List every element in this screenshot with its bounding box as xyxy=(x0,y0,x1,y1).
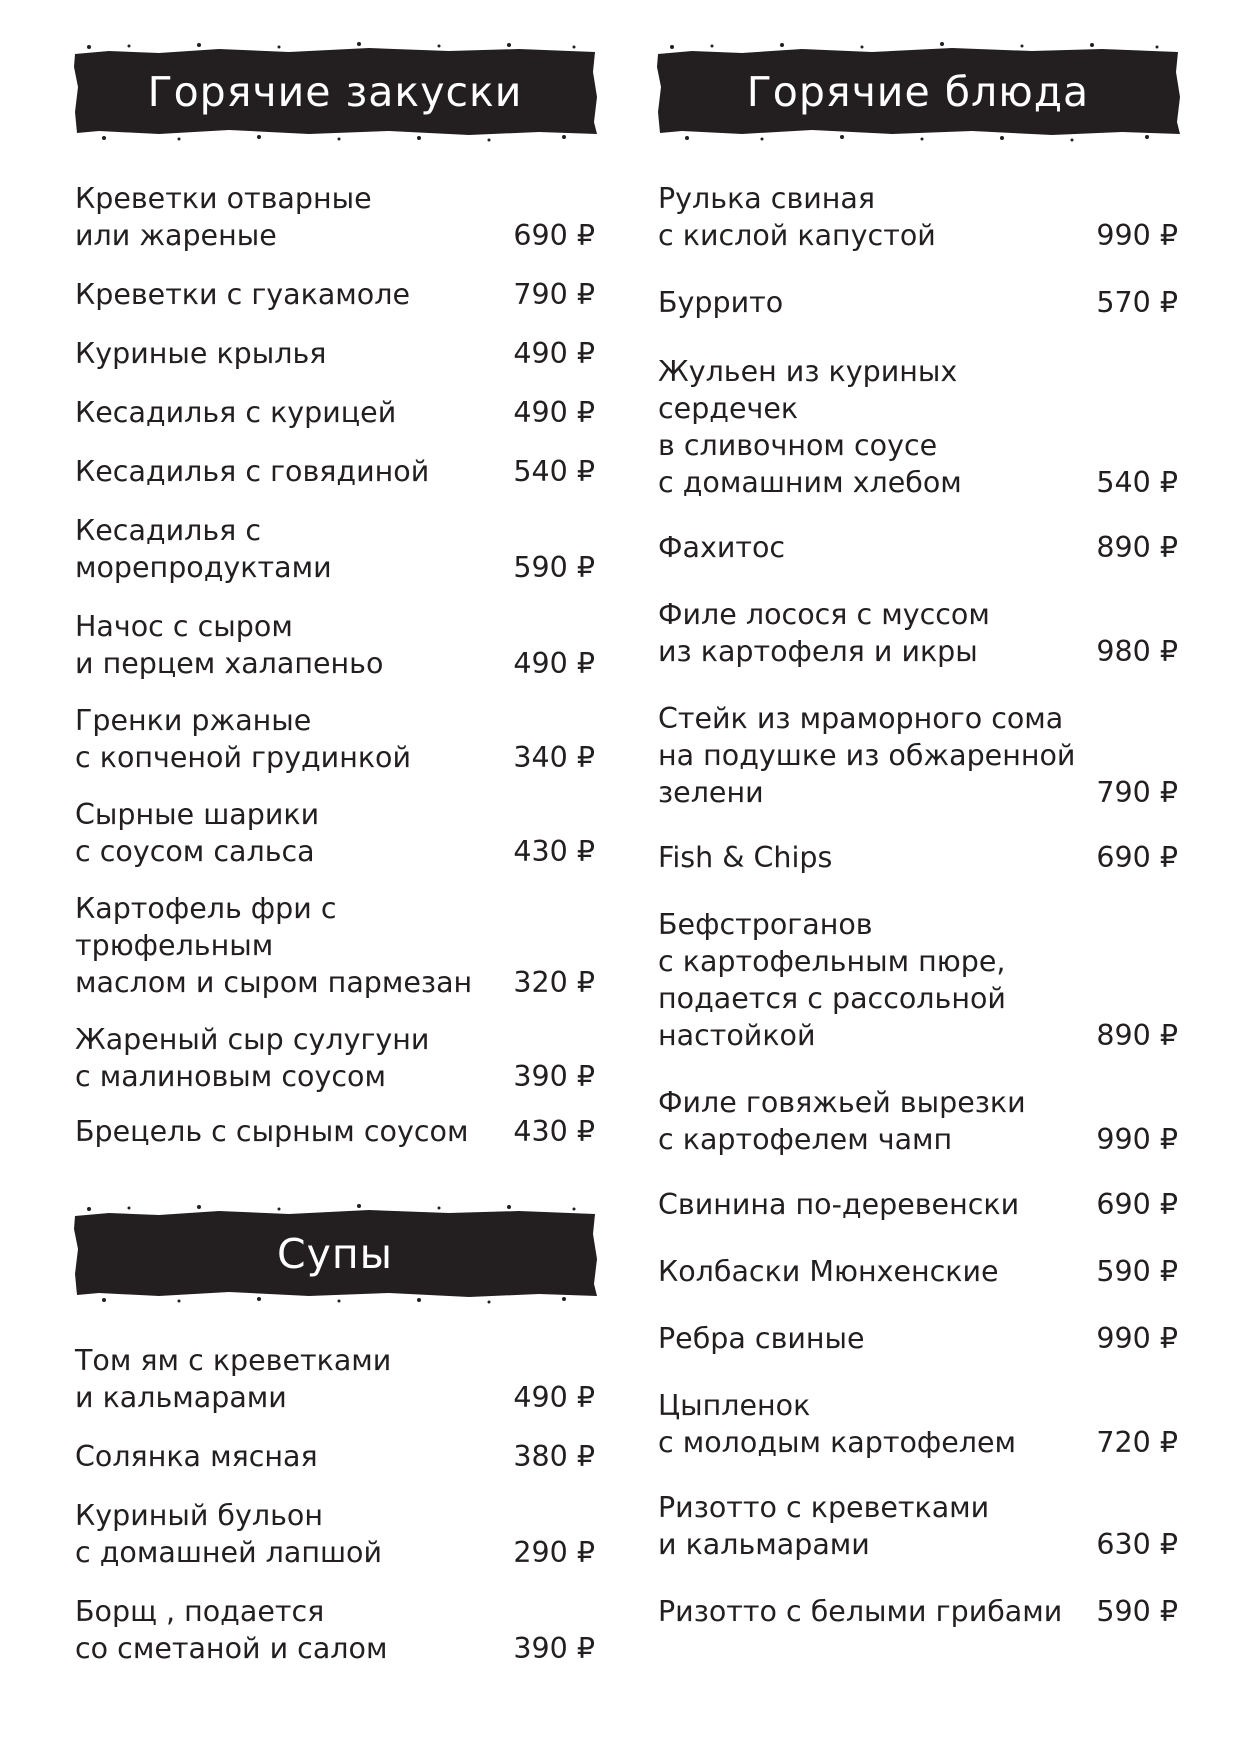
menu-item xyxy=(75,453,595,490)
left-column xyxy=(75,50,595,1667)
menu-item-name: Солянка мясная xyxy=(75,1440,318,1473)
menu-item-price: 980 ₽ xyxy=(1096,635,1178,668)
section-banner xyxy=(75,1212,595,1296)
menu-item-price: 990 ₽ xyxy=(1096,219,1178,252)
menu-item-price: 490 ₽ xyxy=(513,647,595,680)
menu-item-name: Креветки отварные или жареные xyxy=(75,182,372,252)
menu-item xyxy=(658,1593,1178,1630)
menu-item xyxy=(658,906,1178,1054)
menu-item xyxy=(75,1342,595,1416)
menu-item xyxy=(75,1438,595,1475)
section-title: Горячие закуски xyxy=(147,68,523,116)
menu-item-price: 540 ₽ xyxy=(513,455,595,488)
menu-item xyxy=(658,700,1178,811)
menu-item xyxy=(75,890,595,1001)
menu-item-name: Стейк из мраморного сома на подушке из обжаренной зелени xyxy=(658,702,1076,809)
menu-item-price: 490 ₽ xyxy=(513,396,595,429)
menu-item-price: 590 ₽ xyxy=(1096,1255,1178,1288)
menu-item-price: 590 ₽ xyxy=(513,551,595,584)
menu-item xyxy=(658,839,1178,876)
menu-item-name: Ребра свиные xyxy=(658,1322,865,1355)
menu-item xyxy=(658,1186,1178,1223)
menu-item xyxy=(75,608,595,682)
menu-item xyxy=(75,335,595,372)
menu-section xyxy=(75,50,595,1150)
menu-item xyxy=(75,180,595,254)
menu-item xyxy=(658,529,1178,566)
menu-item-price: 690 ₽ xyxy=(513,219,595,252)
section-title: Горячие блюда xyxy=(746,68,1090,116)
menu-item-name: Жареный сыр сулугуни с малиновым соусом xyxy=(75,1023,430,1093)
menu-item-price: 380 ₽ xyxy=(513,1440,595,1473)
menu-item xyxy=(658,1084,1178,1158)
menu-item-price: 430 ₽ xyxy=(513,1115,595,1148)
menu-item-name: Начос с сыром и перцем халапеньо xyxy=(75,610,384,680)
menu-item-price: 990 ₽ xyxy=(1096,1123,1178,1156)
menu-item xyxy=(75,394,595,431)
menu-item-name: Жульен из куриных сердечек в сливочном соусе с домашним хлебом xyxy=(658,355,962,499)
menu-item xyxy=(75,1497,595,1571)
menu-item-name: Колбаски Мюнхенские xyxy=(658,1255,999,1288)
menu-item-name: Ризотто с белыми грибами xyxy=(658,1595,1063,1628)
menu-item-price: 490 ₽ xyxy=(513,1381,595,1414)
menu-item-name: Fish & Chips xyxy=(658,841,833,874)
menu-item-name: Куриный бульон с домашней лапшой xyxy=(75,1499,383,1569)
menu-item-name: Кесадилья с курицей xyxy=(75,396,397,429)
menu-item-name: Буррито xyxy=(658,286,784,319)
menu-item-name: Филе лосося с муссом из картофеля и икры xyxy=(658,598,990,668)
menu-item xyxy=(658,180,1178,254)
menu-item-price: 320 ₽ xyxy=(513,966,595,999)
menu-item xyxy=(658,1387,1178,1461)
menu-item-price: 390 ₽ xyxy=(513,1060,595,1093)
menu-item-name: Ризотто с креветками и кальмарами xyxy=(658,1491,990,1561)
menu-item xyxy=(658,1489,1178,1563)
menu-item-price: 290 ₽ xyxy=(513,1536,595,1569)
menu-item-name: Борщ , подается со сметаной и салом xyxy=(75,1595,388,1665)
menu-item xyxy=(75,1593,595,1667)
section-banner xyxy=(75,50,595,134)
menu-item-price: 720 ₽ xyxy=(1096,1426,1178,1459)
section-banner xyxy=(658,50,1178,134)
menu-item xyxy=(75,276,595,313)
menu-item xyxy=(658,284,1178,321)
menu-item-price: 690 ₽ xyxy=(1096,841,1178,874)
menu-item-price: 790 ₽ xyxy=(1096,776,1178,809)
menu-item xyxy=(75,1113,595,1150)
menu-item-name: Филе говяжьей вырезки с картофелем чамп xyxy=(658,1086,1026,1156)
menu-item-name: Рулька свиная с кислой капустой xyxy=(658,182,936,252)
menu-item xyxy=(75,702,595,776)
menu-item-price: 690 ₽ xyxy=(1096,1188,1178,1221)
menu-item-name: Фахитос xyxy=(658,531,786,564)
menu-item-price: 890 ₽ xyxy=(1096,1019,1178,1052)
menu-item xyxy=(658,1320,1178,1357)
menu-section xyxy=(75,1212,595,1667)
menu-item-name: Кесадилья с говядиной xyxy=(75,455,430,488)
right-column xyxy=(658,50,1178,1630)
menu-item xyxy=(658,596,1178,670)
menu-item xyxy=(658,1253,1178,1290)
menu-item-name: Гренки ржаные с копченой грудинкой xyxy=(75,704,412,774)
menu-item-name: Цыпленок с молодым картофелем xyxy=(658,1389,1017,1459)
menu-section xyxy=(658,50,1178,1630)
menu-item-price: 990 ₽ xyxy=(1096,1322,1178,1355)
menu-item-price: 570 ₽ xyxy=(1096,286,1178,319)
menu-item-price: 790 ₽ xyxy=(513,278,595,311)
section-title: Супы xyxy=(276,1230,394,1278)
menu-item-price: 890 ₽ xyxy=(1096,531,1178,564)
menu-item xyxy=(658,353,1178,501)
menu-item-name: Бефстроганов с картофельным пюре, подается с рассольной настойкой xyxy=(658,908,1006,1052)
menu-item-name: Креветки с гуакамоле xyxy=(75,278,410,311)
menu-item-name: Брецель с сырным соусом xyxy=(75,1115,469,1148)
menu-item xyxy=(75,1021,595,1095)
menu-item-price: 590 ₽ xyxy=(1096,1595,1178,1628)
menu-item xyxy=(75,512,595,586)
menu-item-name: Том ям с креветками и кальмарами xyxy=(75,1344,392,1414)
menu-item-price: 390 ₽ xyxy=(513,1632,595,1665)
menu-item-name: Куриные крылья xyxy=(75,337,327,370)
menu-item-price: 540 ₽ xyxy=(1096,466,1178,499)
menu-item-price: 490 ₽ xyxy=(513,337,595,370)
menu-item-name: Сырные шарики с соусом сальса xyxy=(75,798,320,868)
menu-item-price: 430 ₽ xyxy=(513,835,595,868)
menu-item-price: 630 ₽ xyxy=(1096,1528,1178,1561)
menu-item xyxy=(75,796,595,870)
menu-item-name: Кесадилья с морепродуктами xyxy=(75,514,332,584)
menu-item-name: Картофель фри с трюфельным маслом и сыром пармезан xyxy=(75,892,473,999)
menu-item-price: 340 ₽ xyxy=(513,741,595,774)
menu-item-name: Свинина по-деревенски xyxy=(658,1188,1020,1221)
